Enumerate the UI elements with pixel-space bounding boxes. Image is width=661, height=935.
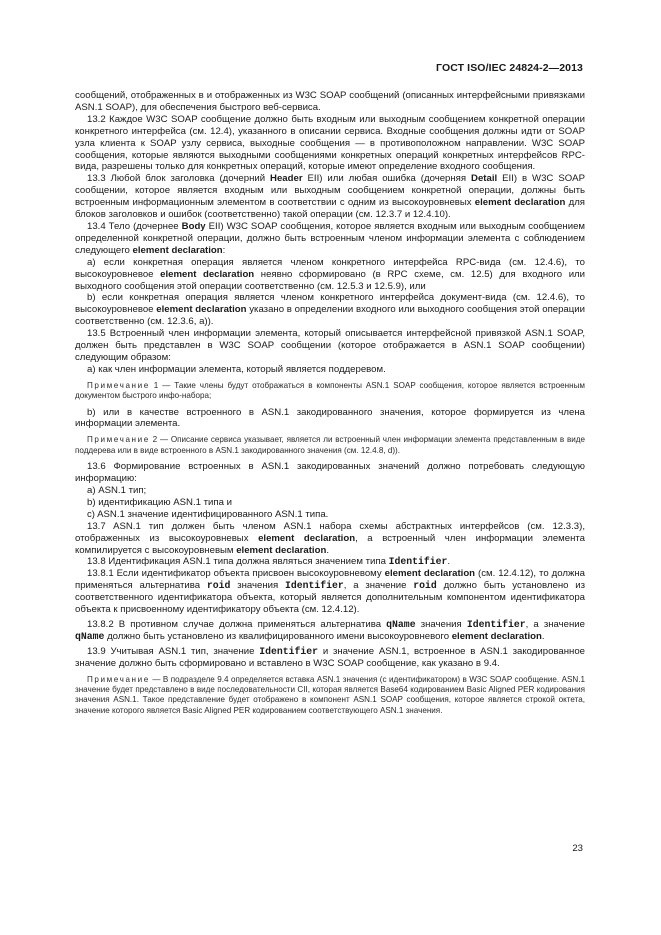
paragraph-13-9: 13.9 Учитывая ASN.1 тип, значение Identifier и значение ASN.1, встроенное в ASN.1 закодированное значение должно быть сформировано и вставлено в W3C SOAP сообщение, как указано в 9.4. <box>75 645 585 669</box>
paragraph-13-5: 13.5 Встроенный член информации элемента, который описывается интерфейсной привязкой ASN.1 SOAP, должен быть представлен в W3C SOAP сообщении (которое отображается в ASN.1 SOAP сообщении) следующим образом: <box>75 328 585 363</box>
note-2: Примечание 2 — Описание сервиса указывает, является ли встроенный член информации элемента представленным в виде поддерева или в виде встроенного в ASN.1 закодированного значения (см. 12.4.8, d)). <box>75 435 585 455</box>
list-item-13-6-c: c) ASN.1 значение идентифицированного ASN.1 типа. <box>87 508 329 520</box>
paragraph-13-6: 13.6 Формирование встроенных в ASN.1 закодированных значений должно потребовать следующую информацию: <box>75 461 585 485</box>
list-item-13-5-b: b) или в качестве встроенного в ASN.1 закодированного значения, которое формируется из члена информации элемента. <box>75 406 585 430</box>
list-item-13-6-b: b) идентификацию ASN.1 типа и <box>87 496 232 508</box>
paragraph-13-7: 13.7 ASN.1 тип должен быть членом ASN.1 набора схемы абстрактных интерфейсов (см. 12.3.3), отображенных из высокоуровневых element declaration, а встроенный член информации элемента компилируется с высокоуровневым element declaration. <box>75 520 586 556</box>
list-item-13-4-a: а) если конкретная операция является членом конкретного интерфейса RPC-вида (см. 12.4.6), то высокоуровневое element declaration неявно сформировано (в RPC схеме, см. 12.5) для входного или выходного сообщения этой операции соответственно (см. 12.5.3 и 12.5.9), или <box>75 256 586 292</box>
paragraph-13-4: 13.4 Тело (дочернее Body EII) W3C SOAP сообщения, которое является входным или выходным сообщением определенной конкретной операции, должно быть встроенным членом информации элемента с соблюдением следующего element declaration: <box>75 220 585 256</box>
list-item-13-5-a: а) как член информации элемента, который является поддеревом. <box>87 363 386 375</box>
note-1: Примечание 1 — Такие члены будут отображаться в компоненты ASN.1 SOAP сообщения, которое является встроенным документом быстрого инфо-набора; <box>75 380 585 401</box>
paragraph-13-8-2: 13.8.2 В противном случае должна применяться альтернатива qName значения Identifier, а значение qName должно быть установлено из квалифицированного имени высокоуровневого element declaration. <box>75 618 585 642</box>
list-item-13-6-a: а) ASN.1 тип; <box>87 485 147 496</box>
document-header: ГОСТ ISO/IEC 24824-2—2013 <box>436 62 583 74</box>
paragraph-13-8: 13.8 Идентификация ASN.1 типа должна являться значением типа Identifier. <box>87 556 451 568</box>
page-number: 23 <box>572 843 583 854</box>
paragraph-13-8-1: 13.8.1 Если идентификатор объекта присвоен высокоуровневому element declaration (см. 12.4.12), то должна применяться альтернатива roid значения Identifier, а значение roid должно быть установлено из соответственного идентификатора объекта, который является дополнительным компонентом идентификатора объекта к присвоенному идентификатору объекта (см. 12.4.12). <box>75 568 585 616</box>
paragraph-continuation: сообщений, отображенных в и отображенных из W3C SOAP сообщений (описанных интерфейсными привязками ASN.1 SOAP), для обеспечения быстрого веб-сервиса. <box>75 90 585 113</box>
note-3: Примечание — В подразделе 9.4 определяется вставка ASN.1 значения (с идентификатором) в W3C SOAP сообщение. ASN.1 значение будет представлено в виде последовательности CII, которая является Base64 кодированием Basic Aligned PER кодирования значения ASN.1. Такое представление будет отображено в компонент ASN.1 SOAP сообщения, которое является строкой октета, значение которого является Basic Aligned PER кодированием соответствующего ASN.1 значения. <box>75 674 585 715</box>
paragraph-13-3: 13.3 Любой блок заголовка (дочерний Header EII) или любая ошибка (дочерняя Detail EII) в W3C SOAP сообщении, которое является входным или выходным сообщением конкретной операции, должны быть встроенным информационным элементом в соответствии с одним из высокоуровневых element declaration для блоков заголовков и ошибок (соответственно) такой операции (см. 12.3.7 и 12.4.10). <box>75 173 585 221</box>
paragraph-13-2: 13.2 Каждое W3C SOAP сообщение должно быть входным или выходным сообщением конкретной операции конкретного интерфейса (см. 12.4), указанного в описании сервиса. Входные сообщения должны идти от SOAP узла клиента к SOAP узлу сервиса, выходные сообщения — в противоположном направлении. W3C SOAP сообщения, которые являются выходными сообщениями конкретных операций конкретных интерфейсов RPC-вида, разрешены только для конкретных операций, которые имеют определение входного сообщения. <box>75 113 585 173</box>
list-item-13-4-b: b) если конкретная операция является членом конкретного интерфейса документ-вида (см. 12.4.6), то высокоуровневое element declaration указано в определении входного или выходного сообщения этой операции соответственно (см. 12.3.6, а)). <box>75 292 585 328</box>
document-body <box>75 90 585 721</box>
